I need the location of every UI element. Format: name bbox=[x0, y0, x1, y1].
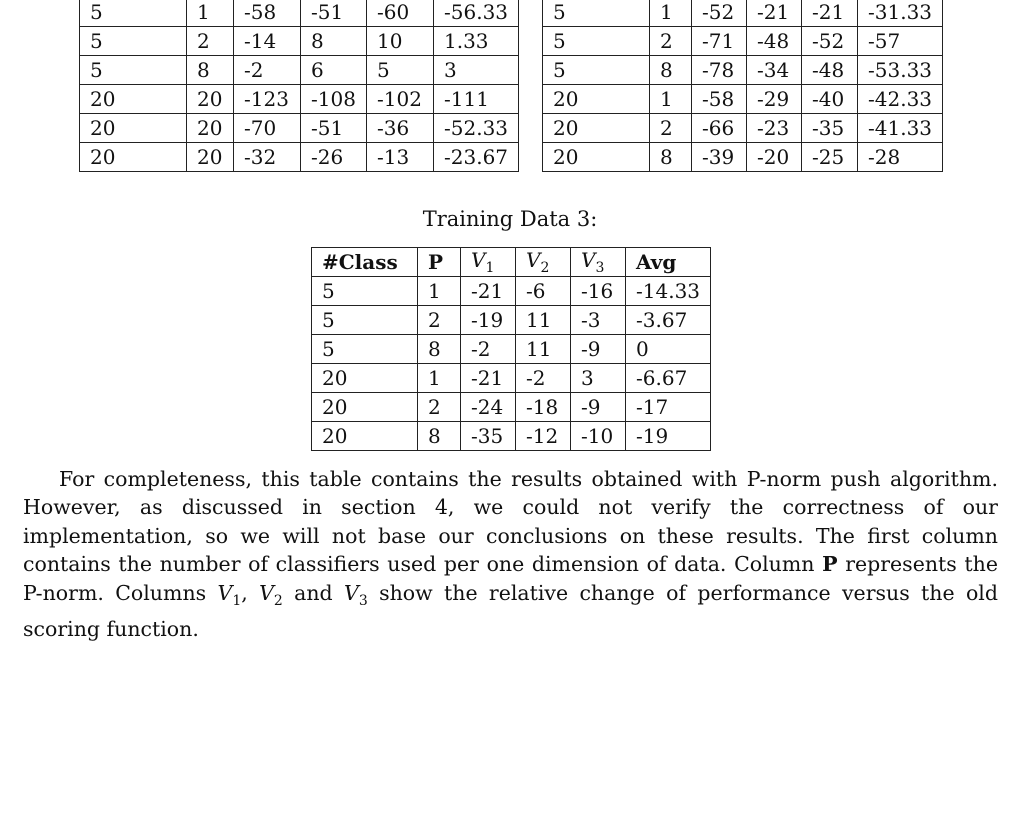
table-row bbox=[312, 277, 711, 306]
table-cell: 20 bbox=[187, 85, 234, 114]
table-row bbox=[312, 364, 711, 393]
table-row bbox=[312, 335, 711, 364]
table-cell: 8 bbox=[650, 143, 692, 172]
table-cell: -17 bbox=[626, 393, 711, 422]
table-cell: 8 bbox=[301, 27, 367, 56]
results-table-training-data-3 bbox=[311, 247, 711, 451]
table-cell: -21 bbox=[747, 0, 802, 27]
table-cell: 20 bbox=[312, 393, 418, 422]
table-cell: -48 bbox=[747, 27, 802, 56]
header-avg: Avg bbox=[626, 248, 711, 277]
table-cell: -14.33 bbox=[626, 277, 711, 306]
header-v3: $V_3$ bbox=[571, 248, 626, 277]
table-cell: -19 bbox=[461, 306, 516, 335]
table-cell: -58 bbox=[692, 85, 747, 114]
table-cell: 5 bbox=[543, 0, 650, 27]
table-row bbox=[80, 143, 519, 172]
table-cell: 5 bbox=[312, 277, 418, 306]
table-cell: 5 bbox=[80, 56, 187, 85]
table-cell: 8 bbox=[418, 335, 461, 364]
table-cell: -13 bbox=[367, 143, 434, 172]
table-cell: -23 bbox=[747, 114, 802, 143]
table-cell: -57 bbox=[858, 27, 943, 56]
table-row bbox=[543, 0, 943, 27]
table-header-row bbox=[312, 248, 711, 277]
table-cell: 8 bbox=[418, 422, 461, 451]
table-cell: -2 bbox=[516, 364, 571, 393]
table-row bbox=[543, 143, 943, 172]
table-cell: -6.67 bbox=[626, 364, 711, 393]
table-cell: -102 bbox=[367, 85, 434, 114]
header-class: #Class bbox=[312, 248, 418, 277]
table-cell: -19 bbox=[626, 422, 711, 451]
table-cell: 10 bbox=[367, 27, 434, 56]
table-cell: -24 bbox=[461, 393, 516, 422]
table-cell: -2 bbox=[234, 56, 301, 85]
table-3-body bbox=[312, 277, 711, 451]
table-cell: -26 bbox=[301, 143, 367, 172]
table-cell: -41.33 bbox=[858, 114, 943, 143]
table-row bbox=[312, 422, 711, 451]
table-cell: -20 bbox=[747, 143, 802, 172]
header-p: P bbox=[418, 248, 461, 277]
table-cell: -21 bbox=[461, 364, 516, 393]
table-cell: -52.33 bbox=[434, 114, 519, 143]
table-cell: 2 bbox=[650, 114, 692, 143]
table-row bbox=[80, 85, 519, 114]
table-cell: 2 bbox=[187, 27, 234, 56]
table-cell: 20 bbox=[543, 143, 650, 172]
results-table-right bbox=[542, 0, 943, 172]
body-paragraph: For completeness, this table contains the results obtained with P-norm push algorithm. However, as discussed in section 4, we could not verify the correctness of our implementation, so we will not base our conclusions on these results. The first column contains the number of classifiers used per one dimension of data. Column P represents the P-norm. Columns $V_1$, $V_2$ and $V_3$ show the relative change of performance versus the old scoring function. bbox=[23, 467, 998, 642]
table-cell: -28 bbox=[858, 143, 943, 172]
table-cell: 20 bbox=[187, 114, 234, 143]
table-left-body bbox=[80, 0, 519, 172]
table-cell: 5 bbox=[543, 27, 650, 56]
table-row bbox=[543, 27, 943, 56]
table-row bbox=[312, 306, 711, 335]
table-cell: -6 bbox=[516, 277, 571, 306]
table-cell: 20 bbox=[543, 85, 650, 114]
table-cell: 8 bbox=[187, 56, 234, 85]
table-cell: -40 bbox=[802, 85, 858, 114]
table-cell: -23.67 bbox=[434, 143, 519, 172]
table-cell: 6 bbox=[301, 56, 367, 85]
table-cell: 1 bbox=[650, 85, 692, 114]
table-cell: -21 bbox=[461, 277, 516, 306]
table-cell: -60 bbox=[367, 0, 434, 27]
table-cell: -35 bbox=[461, 422, 516, 451]
table-cell: -70 bbox=[234, 114, 301, 143]
table-cell: 20 bbox=[312, 422, 418, 451]
table-cell: -56.33 bbox=[434, 0, 519, 27]
table-cell: -66 bbox=[692, 114, 747, 143]
table-cell: 5 bbox=[312, 335, 418, 364]
table-cell: -51 bbox=[301, 0, 367, 27]
table-cell: 2 bbox=[650, 27, 692, 56]
table-row bbox=[543, 114, 943, 143]
table-right-body bbox=[543, 0, 943, 172]
table-cell: -2 bbox=[461, 335, 516, 364]
table-cell: -9 bbox=[571, 393, 626, 422]
table-cell: -32 bbox=[234, 143, 301, 172]
table-cell: 2 bbox=[418, 306, 461, 335]
table-cell: -25 bbox=[802, 143, 858, 172]
table-cell: 1 bbox=[650, 0, 692, 27]
table-cell: -123 bbox=[234, 85, 301, 114]
table-cell: -3.67 bbox=[626, 306, 711, 335]
table-cell: 5 bbox=[80, 0, 187, 27]
table-cell: -52 bbox=[802, 27, 858, 56]
table-cell: -52 bbox=[692, 0, 747, 27]
table-row bbox=[312, 393, 711, 422]
header-v2: $V_2$ bbox=[516, 248, 571, 277]
table-cell: 20 bbox=[312, 364, 418, 393]
table-cell: -51 bbox=[301, 114, 367, 143]
table-cell: 3 bbox=[434, 56, 519, 85]
table-cell: -58 bbox=[234, 0, 301, 27]
table-cell: -71 bbox=[692, 27, 747, 56]
table-cell: 0 bbox=[626, 335, 711, 364]
table-cell: 20 bbox=[187, 143, 234, 172]
table-row bbox=[80, 56, 519, 85]
table-cell: -10 bbox=[571, 422, 626, 451]
table-cell: 2 bbox=[418, 393, 461, 422]
table-cell: -9 bbox=[571, 335, 626, 364]
table-cell: -34 bbox=[747, 56, 802, 85]
table-cell: 20 bbox=[80, 85, 187, 114]
results-table-left bbox=[79, 0, 519, 172]
table-row bbox=[543, 85, 943, 114]
table-cell: -21 bbox=[802, 0, 858, 27]
table-cell: -12 bbox=[516, 422, 571, 451]
table-cell: 11 bbox=[516, 306, 571, 335]
table-cell: -18 bbox=[516, 393, 571, 422]
table-cell: 1.33 bbox=[434, 27, 519, 56]
table-cell: -29 bbox=[747, 85, 802, 114]
table-cell: 1 bbox=[187, 0, 234, 27]
table-cell: -39 bbox=[692, 143, 747, 172]
table-cell: -111 bbox=[434, 85, 519, 114]
table-cell: 1 bbox=[418, 277, 461, 306]
table-cell: 3 bbox=[571, 364, 626, 393]
table-row bbox=[80, 27, 519, 56]
table-cell: -53.33 bbox=[858, 56, 943, 85]
table-cell: -78 bbox=[692, 56, 747, 85]
table-cell: 8 bbox=[650, 56, 692, 85]
table-cell: -108 bbox=[301, 85, 367, 114]
table-cell: 11 bbox=[516, 335, 571, 364]
table-cell: 20 bbox=[80, 114, 187, 143]
table-cell: -36 bbox=[367, 114, 434, 143]
table-cell: -48 bbox=[802, 56, 858, 85]
table-cell: -3 bbox=[571, 306, 626, 335]
table-cell: 5 bbox=[312, 306, 418, 335]
table-cell: -31.33 bbox=[858, 0, 943, 27]
table-cell: -35 bbox=[802, 114, 858, 143]
table-cell: 20 bbox=[80, 143, 187, 172]
table-caption: Training Data 3: bbox=[422, 207, 598, 231]
table-row bbox=[80, 114, 519, 143]
table-cell: -16 bbox=[571, 277, 626, 306]
table-cell: 5 bbox=[80, 27, 187, 56]
table-row bbox=[80, 0, 519, 27]
table-cell: -14 bbox=[234, 27, 301, 56]
table-cell: 1 bbox=[418, 364, 461, 393]
table-cell: 5 bbox=[367, 56, 434, 85]
table-cell: -42.33 bbox=[858, 85, 943, 114]
header-v1: $V_1$ bbox=[461, 248, 516, 277]
table-cell: 20 bbox=[543, 114, 650, 143]
table-cell: 5 bbox=[543, 56, 650, 85]
table-row bbox=[543, 56, 943, 85]
